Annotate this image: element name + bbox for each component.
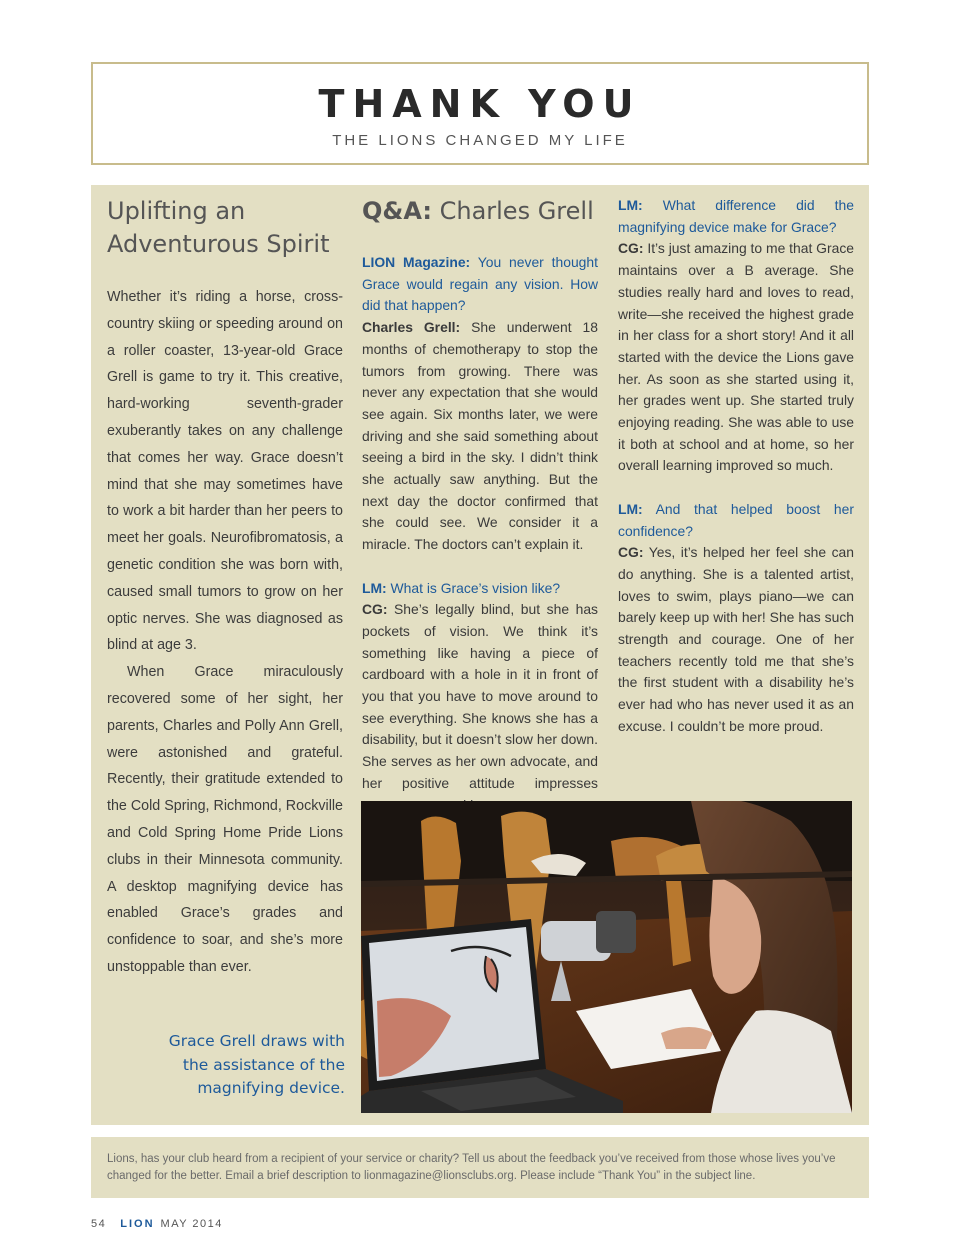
qa-heading-label: Q&A: — [362, 197, 432, 225]
section-title: THANK YOU — [318, 82, 642, 126]
question-label: LM: — [618, 197, 643, 213]
question-text: What is Grace’s vision like? — [390, 579, 561, 596]
question-text: And that helped boost her confidence? — [618, 500, 855, 539]
spacer — [362, 556, 598, 578]
answer — [618, 238, 854, 477]
answer-label: Charles Grell: — [362, 319, 461, 336]
answer-label: CG: — [618, 240, 644, 257]
qa-item — [362, 252, 598, 556]
question — [362, 578, 598, 600]
qa-column-2 — [618, 185, 854, 738]
answer-text: It’s just amazing to me that Grace maintains over a B average. She studies really hard and loves to read, write—she received the highest grade in her class for a short story! And it all started with the device the Lions gave her. As soon as she started using it, her grades went up. She started truly enjoying reading. She was able to use it both at school and at home, so her overall learning improved so much. — [618, 240, 855, 474]
photo-caption: Grace Grell draws with the assistance of the magnifying device. — [168, 1032, 345, 1097]
footer-note-box — [91, 1137, 869, 1198]
answer-label: CG: — [362, 601, 388, 618]
question — [618, 195, 854, 238]
qa-item — [618, 195, 854, 477]
answer-label: CG: — [618, 544, 644, 561]
section-subtitle: THE LIONS CHANGED MY LIFE — [332, 132, 628, 149]
qa-item — [618, 499, 854, 738]
answer — [362, 599, 598, 816]
article-paragraph-1: Whether it’s riding a horse, cross-country skiing or speeding around on a roller coaster, 13-year-old Grace Grell is game to try it. This creative, hard-working seventh-grader exuberantly takes on any challenge that comes her way. Grace doesn’t mind that she may sometimes have to work a bit harder than her peers to meet her goals. Neurofibromatosis, a genetic condition she was born with, caused small tumors to grow on her optic nerves. She was diagnosed as blind at age 3. — [107, 289, 343, 654]
footer-note: Lions, has your club heard from a recipient of your service or charity? Tell us about the feedback you’ve received from those whose lives you’ve changed for the better. Email a brief description to lionmagazine@lionsclubs.org. Please include “Thank You” in the subject line. — [107, 1153, 836, 1182]
qa-heading-name: Charles Grell — [439, 197, 594, 225]
header-box — [91, 62, 869, 165]
page-number: 54 — [91, 1218, 107, 1230]
magazine-name: LION — [120, 1218, 155, 1230]
question-label: LM: — [362, 579, 387, 596]
page-folio — [91, 1218, 223, 1230]
qa-heading — [362, 195, 598, 228]
question — [618, 499, 854, 542]
article-headline: Uplifting an Adventurous Spirit — [107, 197, 330, 258]
qa-column-1 — [362, 185, 598, 816]
question-label: LION Magazine: — [362, 254, 471, 270]
answer — [362, 317, 598, 556]
photo-illustration — [361, 801, 852, 1113]
article-paragraph-2: When Grace miraculously recovered some of her sight, her parents, Charles and Polly Ann Grell, were astonished and grateful. Recently, their gratitude extended to the Cold Spring, Richmond, Rockville and Cold Spring Home Pride Lions clubs in their Minnesota community. A desktop magnifying device has enabled Grace’s grades and confidence to soar, and she’s more unstoppable than ever. — [107, 664, 344, 975]
answer — [618, 542, 854, 737]
question-label: LM: — [618, 500, 643, 517]
article-panel — [91, 185, 869, 1125]
question-text: What difference did the magnifying device make for Grace? — [618, 197, 854, 235]
photo-grace-drawing — [361, 801, 852, 1113]
qa-item — [362, 578, 598, 817]
answer-text: She underwent 18 months of chemotherapy to stop the tumors from growing. There was never any expectation that she would see again. Six months later, we were driving and she said something about seeing a bird in the sky. I didn’t think she actually saw anything. But the next day the doctor confirmed that she could see. We consider it a miracle. The doctors can’t explain it. — [362, 319, 598, 553]
spacer — [618, 477, 854, 499]
question-text: You never thought Grace would regain any vision. How did that happen? — [362, 254, 598, 314]
answer-text: She’s legally blind, but she has pockets of vision. We think it’s something like having a piece of cardboard with a hole in it in front of you that you have to move around to see everything. She knows she has a disability, but it doesn’t slow her down. She serves as her own advocate, and her positive attitude impresses — [362, 601, 599, 791]
issue-date: MAY 2014 — [160, 1218, 223, 1230]
article-column — [107, 185, 343, 981]
question — [362, 252, 598, 317]
answer-text: Yes, it’s helped her feel she can do anything. She is a talented artist, loves to swim, plays piano—we can barely keep up with her! She has such strength and courage. One of her teachers recently told me that she’s the first student with a disability he’s ever had who has never used it as an excuse. I couldn’t be more proud. — [618, 544, 854, 734]
